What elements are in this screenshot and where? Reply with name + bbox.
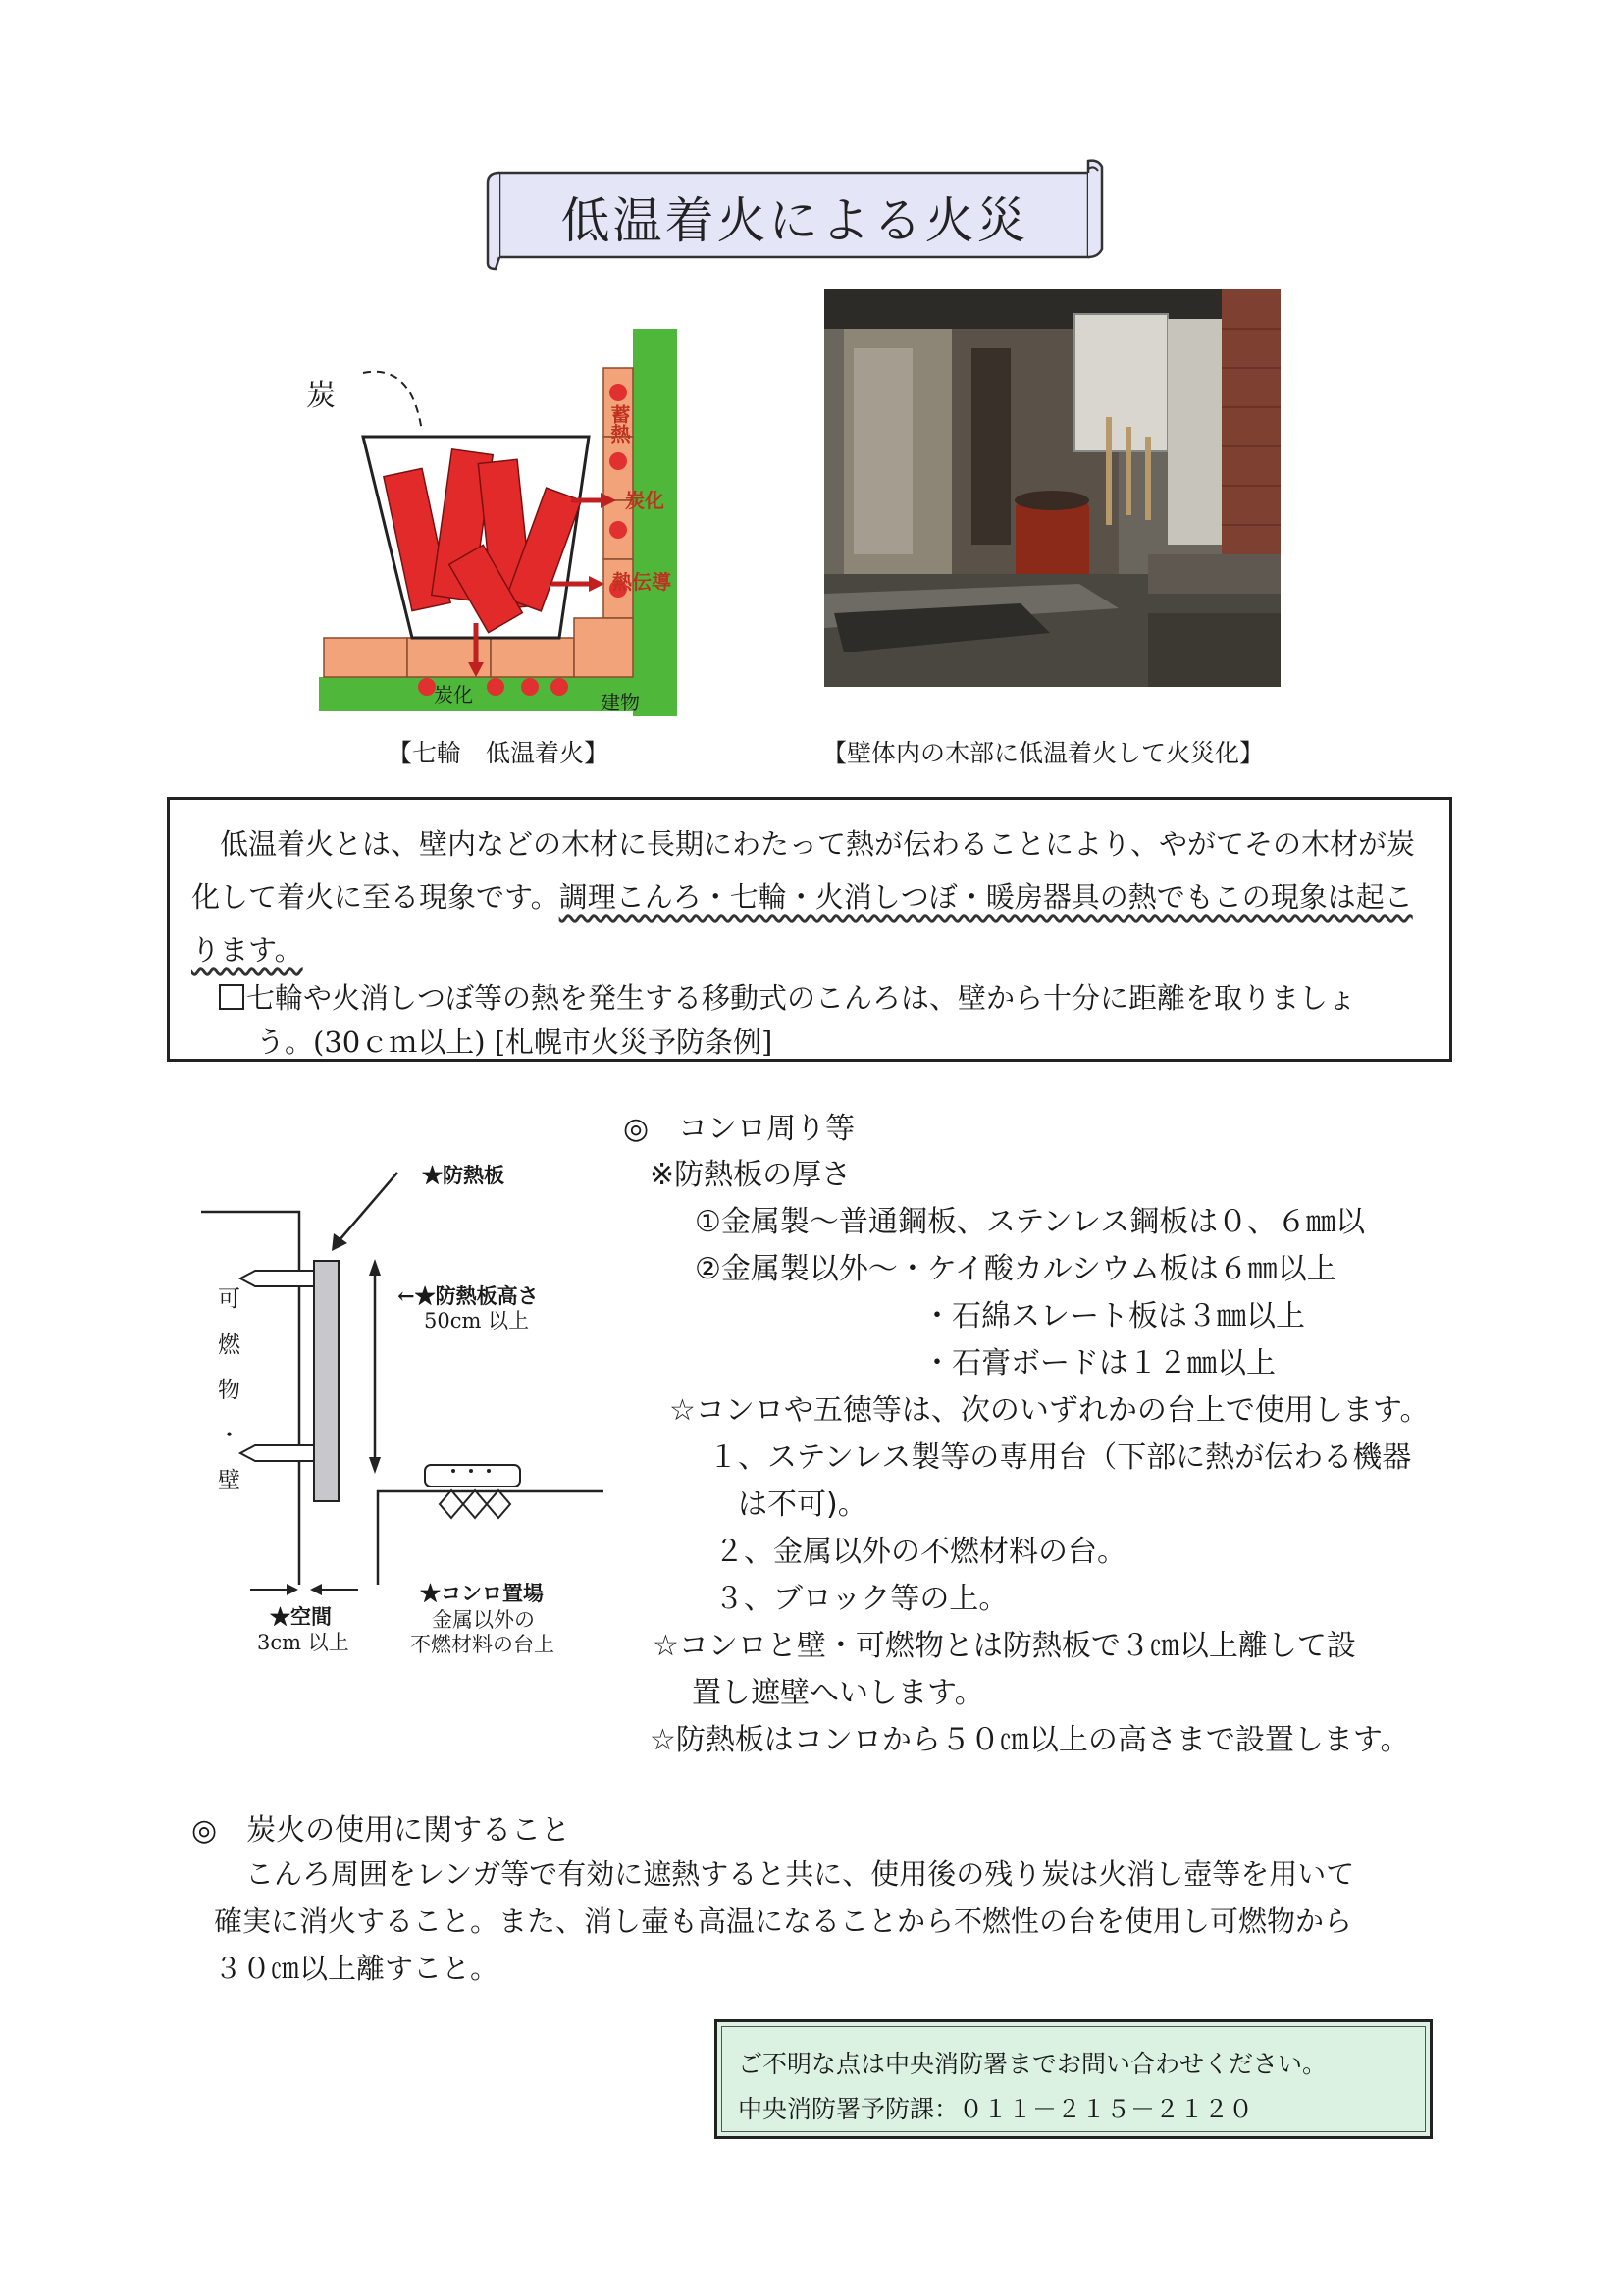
contact-line2: 中央消防署予防課：０１１－２１５－２１２０ [738, 2095, 1254, 2123]
heat-shield-diagram [196, 1153, 618, 1683]
section1-line: ３、ブロック等の上。 [714, 1582, 1009, 1616]
label-combustible-3: 物 [218, 1378, 240, 1403]
info-paragraph [191, 817, 1430, 976]
info-note-line2: う。(30ｃｍ以上) [札幌市火災予防条例] [256, 1025, 773, 1059]
fire-damage-photo [824, 289, 1281, 687]
label-combustible-4: ・ [218, 1423, 240, 1448]
section1-line: ２、金属以外の不燃材料の台。 [714, 1535, 1126, 1569]
contact-line1: ご不明な点は中央消防署までお問い合わせください。 [738, 2050, 1328, 2078]
label-board-height: ←★防熱板高さ [397, 1283, 539, 1308]
label-board-height-value: 50cm 以上 [424, 1309, 530, 1332]
label-charcoal: 炭 [306, 379, 336, 413]
section1-line: 置し遮壁へいします。 [692, 1676, 984, 1710]
section2-line: こんろ周囲をレンガ等で有効に遮熱すると共に、使用後の残り炭は火消し壺等を用いて [245, 1857, 1355, 1891]
label-carbonize-wall: 炭化 [625, 489, 664, 512]
section1-line: ※防熱板の厚さ [650, 1158, 852, 1192]
label-heat-conduction: 熱伝導 [612, 570, 671, 594]
label-gap: ★空間 [270, 1604, 332, 1629]
section2-line: ３０㎝以上離すこと。 [214, 1952, 499, 1985]
section2-line: 確実に消火すること。また、消し壷も高温になることから不燃性の台を使用し可燃物から [214, 1905, 1353, 1938]
section1-line: ☆コンロと壁・可燃物とは防熱板で３㎝以上離して設 [653, 1629, 1356, 1663]
label-combustible-2: 燃 [218, 1332, 240, 1358]
label-building: 建物 [601, 691, 640, 714]
page-title: 低温着火による火災 [560, 192, 1029, 249]
section1-line: ①金属製～普通鋼板、ステンレス鋼板は０、６㎜以 [695, 1205, 1366, 1239]
info-paragraph-text: 低温着火とは、壁内などの木材に長期にわたって熱が伝わることにより、やがてその木材が炭化して着火に至る現象です。 [191, 827, 1416, 913]
label-combustible-1: 可 [218, 1286, 240, 1312]
label-stove-place-sub1: 金属以外の [432, 1608, 535, 1632]
section1-line: ②金属製以外～・ケイ酸カルシウム板は６㎜以上 [695, 1252, 1336, 1286]
label-carbonize-floor: 炭化 [434, 683, 473, 706]
section1-line: ☆コンロや五徳等は、次のいずれかの台上で使用します。 [669, 1393, 1430, 1428]
label-gap-value: 3cm 以上 [257, 1631, 349, 1654]
section2-heading: ◎ 炭火の使用に関すること [191, 1813, 571, 1848]
checkbox-icon [219, 984, 244, 1010]
label-combustible-5: 壁 [218, 1468, 240, 1493]
section1-heading: ◎ コンロ周り等 [623, 1112, 856, 1146]
section1-line: １、ステンレス製等の専用台（下部に熱が伝わる機器 [708, 1440, 1412, 1475]
label-stove-place: ★コンロ置場 [420, 1581, 544, 1605]
label-heat-storage: 蓄熱 [607, 404, 631, 444]
section1-line: ・石膏ボードは１２㎜以上 [922, 1346, 1276, 1381]
section1-line: ☆防熱板はコンロから５０㎝以上の高さまで設置します。 [650, 1723, 1410, 1757]
section1-line: ・石綿スレート板は３㎜以上 [922, 1299, 1305, 1333]
info-note-text1: 七輪や火消しつぼ等の熱を発生する移動式のこんろは、壁から十分に距離を取りましょ [246, 981, 1357, 1015]
label-stove-place-sub2: 不燃材料の台上 [410, 1633, 554, 1656]
label-heat-board: ★防熱板 [422, 1163, 504, 1187]
section1-line: は不可)。 [738, 1487, 867, 1522]
info-box [167, 797, 1452, 1062]
figure2-caption: 【壁体内の木部に低温着火して火災化】 [822, 739, 1265, 767]
info-paragraph-underlined: 調理こんろ・七輪・火消しつぼ・暖房器具の熱でもこの現象は起こります。 [191, 880, 1413, 966]
figure1-caption: 【七輪 低温着火】 [388, 739, 609, 767]
shichirin-ignition-diagram [294, 324, 687, 716]
